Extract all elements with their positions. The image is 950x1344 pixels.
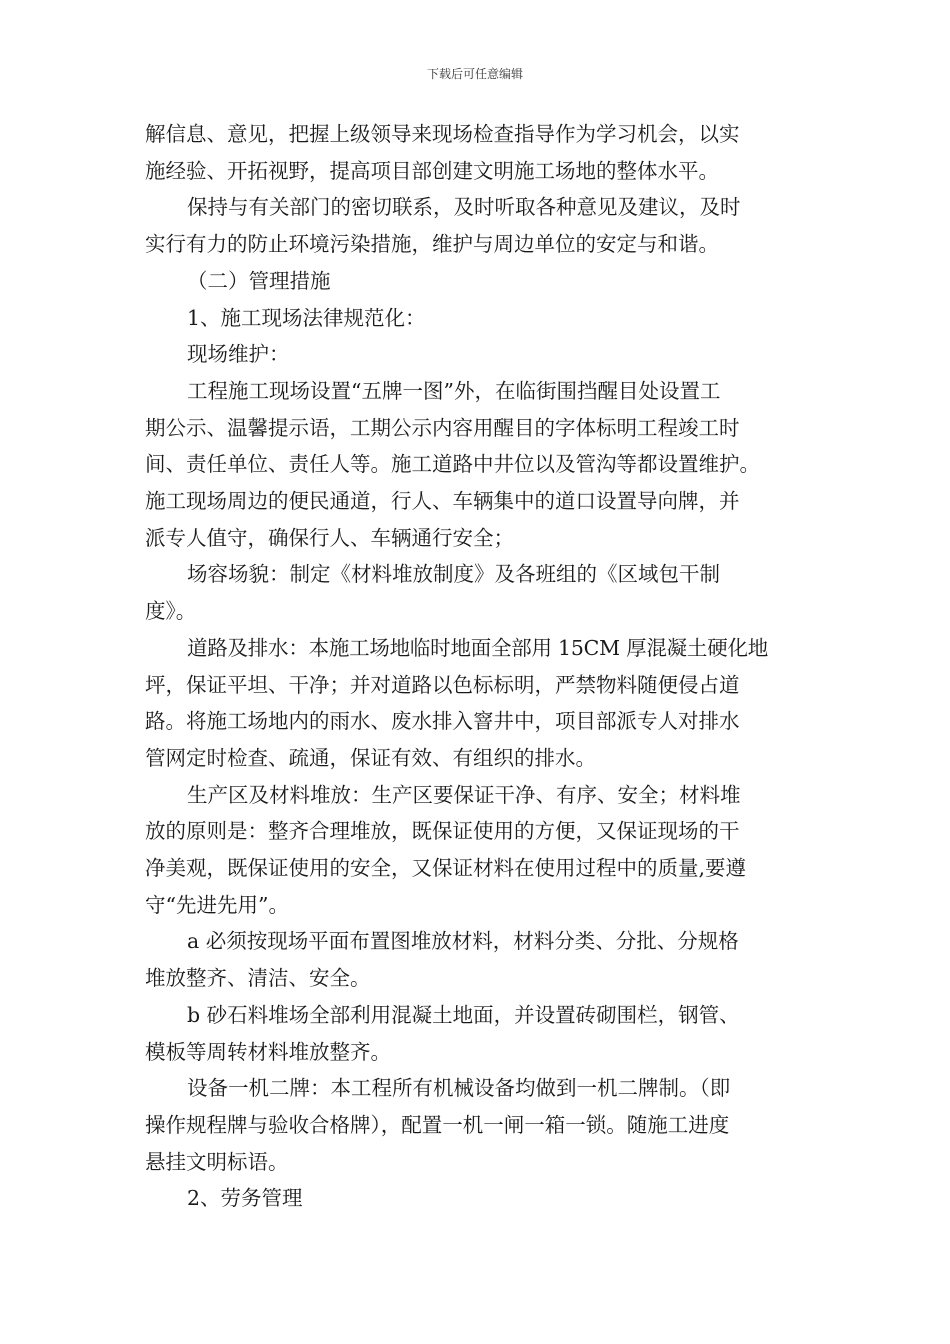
paragraph <box>145 336 810 373</box>
paragraph-line: 悬挂文明标语。 <box>145 1149 289 1174</box>
paragraph-line: b 砂石料堆场全部利用混凝土地面，并设置砖砌围栏，钢管、 <box>187 1002 740 1027</box>
paragraph-line: 保持与有关部门的密切联系，及时听取各种意见及建议，及时 <box>187 195 741 220</box>
paragraph-line: 解信息、意见，把握上级领导来现场检查指导作为学习机会，以实 <box>145 122 740 146</box>
paragraph-line: 守“先进先用”。 <box>145 892 289 917</box>
paragraph <box>145 300 810 337</box>
paragraph-line: 道路及排水：本施工场地临时地面全部用 15CM 厚混凝土硬化地 <box>187 635 768 660</box>
paragraph-line: （二）管理措施 <box>187 268 331 293</box>
paragraph-line: 净美观，既保证使用的安全，又保证材料在使用过程中的质量,要遵 <box>145 856 747 881</box>
paragraph-line: 设备一机二牌：本工程所有机械设备均做到一机二牌制。（即 <box>187 1076 731 1101</box>
paragraph-line: a 必须按现场平面布置图堆放材料，材料分类、分批、分规格 <box>187 929 739 954</box>
paragraph-line: 2、劳务管理 <box>187 1186 303 1211</box>
paragraph-line: 1、施工现场法律规范化： <box>187 305 426 330</box>
paragraph <box>145 630 810 777</box>
paragraph-line: 期公示、温馨提示语，工期公示内容用醒目的字体标明工程竣工时 <box>145 415 740 440</box>
paragraph-line: 施经验、开拓视野，提高项目部创建文明施工场地的整体水平。 <box>145 158 719 183</box>
paragraph <box>145 1180 810 1217</box>
paragraph-line: 放的原则是：整齐合理堆放，既保证使用的方便，又保证现场的干 <box>145 819 740 844</box>
document-body <box>145 116 810 1217</box>
paragraph <box>145 923 810 996</box>
paragraph-line: 坪，保证平坦、干净；并对道路以色标标明，严禁物料随便侵占道 <box>145 672 740 697</box>
paragraph <box>145 373 810 557</box>
paragraph-line: 现场维护： <box>187 342 290 367</box>
paragraph <box>145 189 810 262</box>
paragraph-line: 工程施工现场设置“五牌一图”外，在临街围挡醒目处设置工 <box>187 378 721 403</box>
paragraph-line: 生产区及材料堆放：生产区要保证干净、有序、安全；材料堆 <box>187 782 741 807</box>
paragraph <box>145 556 810 629</box>
paragraph-line: 路。将施工场地内的雨水、废水排入窨井中，项目部派专人对排水 <box>145 709 740 734</box>
paragraph-line: 度》。 <box>145 599 197 624</box>
paragraph-line: 堆放整齐、清洁、安全。 <box>145 966 371 991</box>
paragraph <box>145 777 810 924</box>
paragraph <box>145 997 810 1070</box>
paragraph-line: 模板等周转材料堆放整齐。 <box>145 1039 391 1064</box>
paragraph <box>145 116 810 189</box>
paragraph-line: 实行有力的防止环境污染措施，维护与周边单位的安定与和谐。 <box>145 232 719 257</box>
paragraph <box>145 263 810 300</box>
paragraph-line: 操作规程牌与验收合格牌），配置一机一闸一箱一锁。随施工进度 <box>145 1112 730 1137</box>
paragraph-line: 间、责任单位、责任人等。施工道路中井位以及管沟等都设置维护。 <box>145 452 760 477</box>
paragraph-line: 派专人值守，确保行人、车辆通行安全； <box>145 525 514 550</box>
paragraph-line: 管网定时检查、疏通，保证有效、有组织的排水。 <box>145 745 596 770</box>
paragraph-line: 施工现场周边的便民通道，行人、车辆集中的道口设置导向牌，并 <box>145 489 740 514</box>
page-header: 下载后可任意编辑 <box>426 67 523 81</box>
paragraph-line: 场容场貌：制定《材料堆放制度》及各班组的《区域包干制 <box>187 562 720 587</box>
paragraph <box>145 1070 810 1180</box>
